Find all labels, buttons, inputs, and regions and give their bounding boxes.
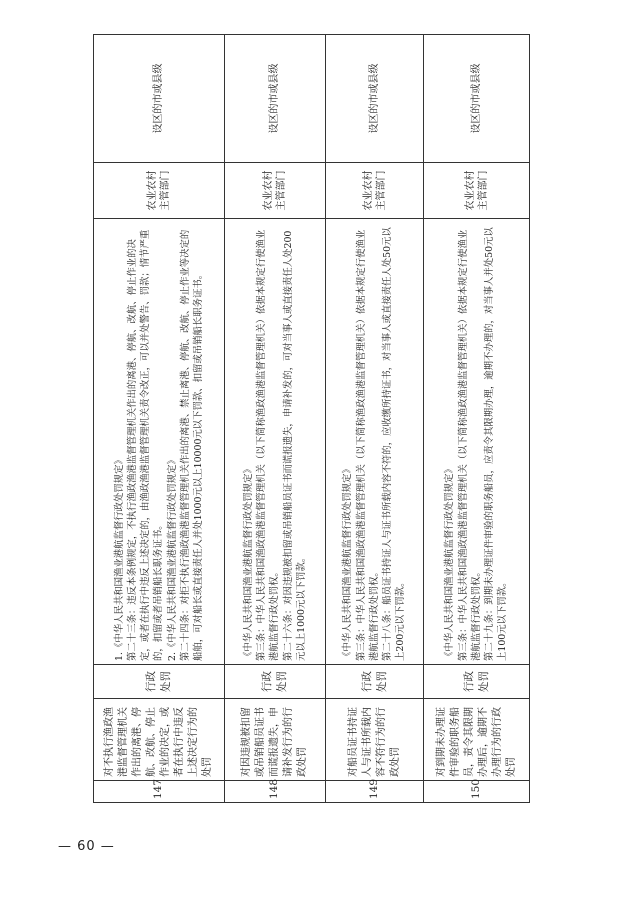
basis-line: 《中华人民共和国渔业港航监督行政处罚规定》 xyxy=(444,464,456,661)
responsible-dept: 农业农村主管部门 xyxy=(326,163,424,219)
row-number: 149 xyxy=(326,781,424,803)
penalty-table xyxy=(93,34,530,803)
item-name: 对因违规被扣留或吊销船员证书而谎报遗失，申请补发行为的行政处罚 xyxy=(225,699,326,781)
row-number: 148 xyxy=(225,781,326,803)
table-body xyxy=(94,35,530,803)
legal-basis xyxy=(424,219,530,665)
basis-line: 第三条：中华人民共和国渔政渔港监督管理机关（以下简称渔政渔港监督管理机关）依据本规定行使渔业港航监督行政处罚权。 xyxy=(355,229,380,661)
item-name: 对到期未办理证件审验的职务船员，责令其限期办理后，逾期不办理行为的行政处罚 xyxy=(424,699,530,781)
basis-line: 《中华人民共和国渔业港航监督行政处罚规定》 xyxy=(342,464,354,661)
admin-level: 设区的市或县级 xyxy=(326,35,424,163)
admin-level: 设区的市或县级 xyxy=(225,35,326,163)
legal-basis xyxy=(225,219,326,665)
admin-level: 设区的市或县级 xyxy=(94,35,225,163)
basis-line: 《中华人民共和国渔业港航监督行政处罚规定》 xyxy=(242,464,254,661)
responsible-dept: 农业农村主管部门 xyxy=(94,163,225,219)
basis-line: 第二十三条：违反本条例规定，不执行渔政渔港监督管理机关作出的离港、停航、改航、停止作业的决定，或者在执行中违反上述决定的，由渔政渔港监督管理机关责令改正，可以并处警告、罚款；情节严重的，扣留或者吊销船长职务证书。 xyxy=(126,229,165,661)
basis-line: 第二十八条：船员证书持证人与证书所载内容不符的，应收缴所持证书，对当事人或直接责任人处50元以上200元以下罚款。 xyxy=(382,227,407,661)
legal-basis xyxy=(326,219,424,665)
item-category: 行政处罚 xyxy=(326,665,424,699)
basis-line: 第三条：中华人民共和国渔政渔港监督管理机关（以下简称渔政渔港监督管理机关）依据本规定行使渔业港航监督行政处罚权。 xyxy=(457,229,482,661)
row-number: 147 xyxy=(94,781,225,803)
item-name: 对不执行渔政渔港监督管理机关作出的离港、停航、改航、停止作业的决定，或者在执行中违反上述决定行为的处罚 xyxy=(94,699,225,781)
basis-line: 第二十九条：到期未办理证件审验的职务船员，应责令其限期办理，逾期不办理的，对当事人并处50元以上100元以下罚款。 xyxy=(484,227,509,661)
item-category: 行政处罚 xyxy=(225,665,326,699)
basis-line: 2.《中华人民共和国渔业港航监督行政处罚规定》 xyxy=(166,455,178,661)
responsible-dept: 农业农村主管部门 xyxy=(225,163,326,219)
basis-line: 第二十六条：对因违规被扣留或吊销船员证书而谎报遗失，申请补发的，可对当事人或直接责任人处200元以上1000元以下罚款。 xyxy=(282,230,307,661)
table-row xyxy=(225,35,326,803)
rotated-table-wrapper xyxy=(93,35,529,803)
item-name: 对船员证书持证人与证书所载内容不符行为的行政处罚 xyxy=(326,699,424,781)
table-row xyxy=(424,35,530,803)
table-row xyxy=(326,35,424,803)
admin-level: 设区的市或县级 xyxy=(424,35,530,163)
basis-line: 第三条：中华人民共和国渔政渔港监督管理机关（以下简称渔政渔港监督管理机关）依据本规定行使渔业港航监督行政处罚权。 xyxy=(256,229,281,661)
legal-basis xyxy=(94,219,225,665)
responsible-dept: 农业农村主管部门 xyxy=(424,163,530,219)
item-category: 行政处罚 xyxy=(94,665,225,699)
page-number: — 60 — xyxy=(58,839,115,854)
table-row xyxy=(94,35,225,803)
item-category: 行政处罚 xyxy=(424,665,530,699)
basis-line: 第二十四条：对拒不执行渔政渔港监督管理机关作出的离港、禁止离港、停航、改航、停止作业等决定的船舶，可对船长或直接责任人并处1000元以上10000元以下罚款、扣留或吊销船长职务证书。 xyxy=(179,229,204,661)
row-number: 150 xyxy=(424,781,530,803)
basis-line: 1.《中华人民共和国渔业港航监督行政处罚规定》 xyxy=(113,455,125,661)
